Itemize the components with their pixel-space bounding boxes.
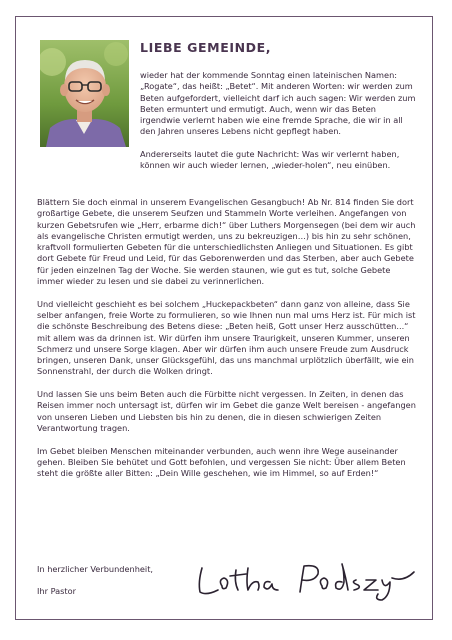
body-paragraph: Blättern Sie doch einmal in unserem Evangelischen Gesangbuch! Ab Nr. 814 finden Sie dort großartige Gebete, die unserem Seufzen und Stammeln Worte verleihen. Angefangen von kurzen Gebetsrufen wie „Herr, erbarme dich!“ über Luthers Morgensegen (bei dem wir auch als evangelische Christen ermutigt werden, uns zu bekreuzigen…) bis hin zu sehr schönen, kraftvoll formulierten Gebeten für die unterschiedlichsten Anliegen und Situationen. Es gibt dort Gebete für Freud und Leid, für das Geborenwerden und das Sterben, aber auch Gebete für jeden einzelnen Tag der Woche. Sie werden staunen, wie gut es tut, solche Gebete immer wieder zu lesen und sie dabei zu verinnerlichen. xyxy=(37,197,416,287)
body-paragraph: Und lassen Sie uns beim Beten auch die Fürbitte nicht vergessen. In Zeiten, in denen das Reisen immer noch untersagt ist, dürfen wir im Gebet die ganze Welt bereisen - angefangen von unseren Lieben und Liebsten bis hin zu denen, die in diesen schwierigen Zeiten Verantwortung tragen. xyxy=(37,389,416,433)
closing-line: In herzlicher Verbundenheit, xyxy=(37,564,154,574)
letter-heading: LIEBE GEMEINDE, xyxy=(140,40,272,55)
body-paragraph: Und vielleicht geschieht es bei solchem „Huckepackbeten“ dann ganz von alleine, dass Sie selber anfangen, freie Worte zu formulieren, so wie Ihnen nun mal ums Herz ist. Für mich ist die schönste Beschreibung des Betens diese: „Beten heiß, Gott unser Herz ausschütten...“ mit allem was da drinnen ist. Wir dürfen ihm unsere Traurigkeit, unseren Kummer, unseren Schmerz und unsere Sorge klagen. Aber wir dürfen ihm auch unsere Freude zum Ausdruck bringen, unseren Dank, unser Glücksgefühl, das uns manchmal urplötzlich überfällt, wie ein Sonnenstrahl, der durch die Wolken dringt. xyxy=(37,298,416,377)
body-paragraph: Im Gebet bleiben Menschen miteinander verbunden, auch wenn ihre Wege auseinander gehen. Bleiben Sie behütet und Gott befohlen, und vergessen Sie nicht: Über allem Beten steht die größte aller Bitten: „Dein Wille geschehen, wie im Himmel, so auf Erden!“ xyxy=(37,445,406,479)
sign-label: Ihr Pastor xyxy=(37,586,77,596)
letter-body xyxy=(37,197,418,491)
intro-paragraph: Andererseits lautet die gute Nachricht: Was wir verlernt haben, können wir auch wieder lernen, „wieder-holen“, neu einüben. xyxy=(140,148,400,171)
pastor-portrait xyxy=(40,40,129,147)
intro-paragraph: wieder hat der kommende Sonntag einen lateinischen Namen: „Rogate“, das heißt: „Betet“. Mit anderen Worten: wir werden zum Beten aufgefordert, vielleicht darf ich auch sagen: Wir werden zum Beten ermuntert und ermutigt. Auch, wenn wir das Beten irgendwie verlernt haben wie eine fremde Sprache, die wir in all den Jahren unseres Lebens nicht gepflegt haben. xyxy=(140,70,416,137)
intro-text xyxy=(140,70,418,182)
handwritten-signature xyxy=(192,560,420,602)
